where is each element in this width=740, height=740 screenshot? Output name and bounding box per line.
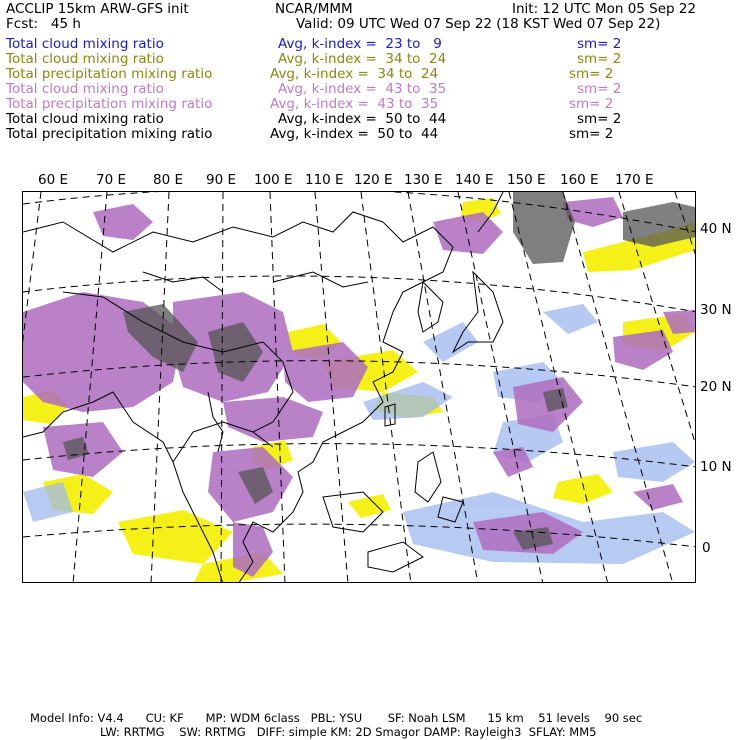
init-time: Init: 12 UTC Mon 05 Sep 22 [512, 1, 697, 17]
lat-label-30n: 30 N [700, 302, 732, 318]
lat-label-10n: 10 N [700, 459, 732, 475]
lat-label-40n: 40 N [700, 221, 732, 237]
legend-row-stat: Avg, k-index = 23 to 9 [278, 36, 442, 52]
legend-row-sm: sm= 2 [577, 111, 622, 127]
map-canvas [23, 192, 696, 583]
lon-label-130e: 130 E [404, 172, 443, 188]
legend-row-sm: sm= 2 [577, 51, 622, 67]
legend-row-sm: sm= 2 [577, 36, 622, 52]
legend-row-field: Total precipitation mixing ratio [6, 96, 213, 112]
lon-label-90e: 90 E [206, 172, 236, 188]
legend-row-stat: Avg, k-index = 50 to 44 [278, 111, 447, 127]
lat-label-equator: 0 [702, 540, 711, 556]
legend-row-field: Total precipitation mixing ratio [6, 126, 213, 142]
legend-row-field: Total precipitation mixing ratio [6, 66, 213, 82]
legend-row-stat: Avg, k-index = 34 to 24 [270, 66, 439, 82]
legend-row-field: Total cloud mixing ratio [6, 81, 164, 97]
lat-label-20n: 20 N [700, 379, 732, 395]
lon-label-160e: 160 E [560, 172, 599, 188]
legend-row-sm: sm= 2 [569, 96, 614, 112]
legend-row-stat: Avg, k-index = 34 to 24 [278, 51, 447, 67]
forecast-hour: Fcst: 45 h [6, 16, 81, 32]
legend-row-stat: Avg, k-index = 43 to 35 [278, 81, 447, 97]
lon-label-150e: 150 E [507, 172, 546, 188]
legend-row-stat: Avg, k-index = 43 to 35 [270, 96, 439, 112]
legend-row-sm: sm= 2 [577, 81, 622, 97]
legend-row-field: Total cloud mixing ratio [6, 51, 164, 67]
lon-label-100e: 100 E [254, 172, 293, 188]
legend-row-sm: sm= 2 [569, 66, 614, 82]
legend-row-field: Total cloud mixing ratio [6, 111, 164, 127]
model-info-line1: Model Info: V4.4 CU: KF MP: WDM 6class PBL: YSU SF: Noah LSM 15 km 51 levels 90 sec [30, 711, 643, 725]
lon-label-120e: 120 E [354, 172, 393, 188]
model-info-line2: LW: RRTMG SW: RRTMG DIFF: simple KM: 2D Smagor DAMP: Rayleigh3 SFLAY: MM5 [100, 725, 597, 739]
valid-time: Valid: 09 UTC Wed 07 Sep 22 (18 KST Wed 07 Sep 22) [296, 16, 661, 32]
lon-label-170e: 170 E [615, 172, 654, 188]
legend-row-field: Total cloud mixing ratio [6, 36, 164, 52]
lon-label-110e: 110 E [305, 172, 344, 188]
legend-row-sm: sm= 2 [569, 126, 614, 142]
lon-label-140e: 140 E [455, 172, 494, 188]
center-org: NCAR/MMM [275, 1, 353, 17]
lon-label-70e: 70 E [96, 172, 126, 188]
lon-label-80e: 80 E [153, 172, 183, 188]
map-panel [22, 191, 696, 583]
product-title: ACCLIP 15km ARW-GFS init [6, 1, 189, 17]
lon-label-60e: 60 E [38, 172, 68, 188]
legend-row-stat: Avg, k-index = 50 to 44 [270, 126, 439, 142]
